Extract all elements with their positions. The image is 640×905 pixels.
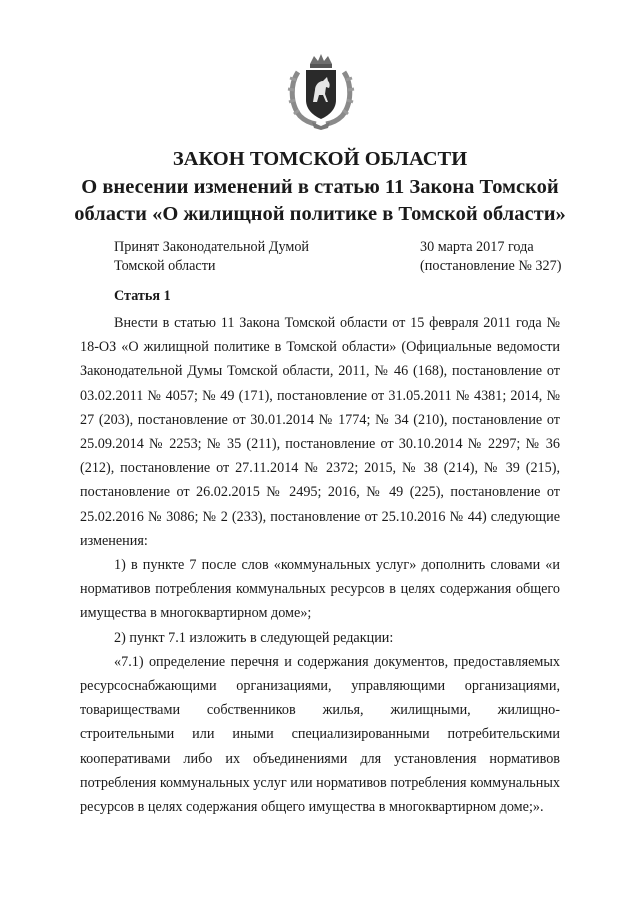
adopted-by-line1: Принят Законодательной Думой <box>114 239 310 255</box>
article-body <box>80 311 560 819</box>
adoption-info <box>114 238 309 276</box>
tomsk-coat-of-arms-icon <box>286 50 356 130</box>
body-paragraph: 1) в пункте 7 после слов «коммунальных услуг» дополнить словами «и нормативов потребления коммунальных ресурсов в целях содержания общего имущества в многоквартирном доме»; <box>80 557 560 622</box>
resolution-number: (постановление № 327) <box>420 258 562 274</box>
adoption-date: 30 марта 2017 года <box>420 239 534 255</box>
body-paragraph: Внести в статью 11 Закона Томской области от 15 февраля 2011 года № 18-ОЗ «О жилищной политике в Томской области» (Официальные ведомости Законодательной Думы Томской области, 2011, № 46 (168), постановление от 03.02.2011 № 4057; № 49 (171), постановление от 31.05.2011 № 4381; 2014, № 27 (203), постановление от 30.01.2014 № 1774; № 34 (210), постановление от 25.09.2014 № 2253; № 35 (211), постановление от 30.10.2014 № 2297; № 36 (212), постановление от 27.11.2014 № 2372; 2015, № 38 (214), № 39 (215), постановление от 26.02.2015 № 2495; 2016, № 49 (225), постановление от 25.02.2016 № 3086; № 2 (233), постановление от 25.10.2016 № 44) следующие изменения: <box>80 315 560 549</box>
adoption-date-info <box>420 238 561 276</box>
article-heading: Статья 1 <box>114 288 171 304</box>
adopted-by-line2: Томской области <box>114 258 216 274</box>
body-paragraph: «7.1) определение перечня и содержания документов, предоставляемых ресурсоснабжающими организациями, управляющими организациями, товариществами собственников жилья, жилищными, жилищно-строительными или иными специализированными потребительскими кооперативами либо их объединениями для установления нормативов потребления коммунальных услуг или нормативов потребления коммунальных ресурсов в целях содержания общего имущества в многоквартирном доме;». <box>80 653 560 816</box>
law-subtitle-line2: области «О жилищной политике в Томской области» <box>74 203 566 225</box>
law-title: ЗАКОН ТОМСКОЙ ОБЛАСТИ <box>172 148 468 170</box>
law-subtitle-line1: О внесении изменений в статью 11 Закона Томской <box>81 176 559 198</box>
body-paragraph: 2) пункт 7.1 изложить в следующей редакции: <box>114 629 394 646</box>
